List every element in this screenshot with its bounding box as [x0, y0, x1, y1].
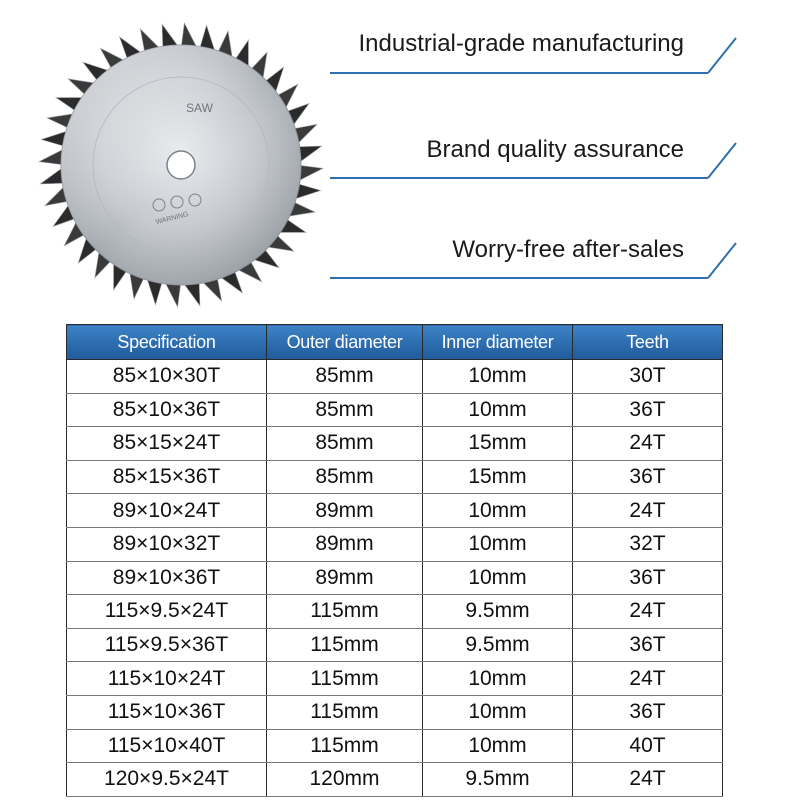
cell-inner-diameter: 10mm [423, 729, 573, 763]
cell-specification: 115×9.5×36T [67, 628, 267, 662]
cell-outer-diameter: 115mm [267, 595, 423, 629]
header-teeth: Teeth [573, 325, 723, 360]
cell-teeth: 24T [573, 494, 723, 528]
cell-outer-diameter: 89mm [267, 527, 423, 561]
cell-specification: 115×10×24T [67, 662, 267, 696]
feature-underline-icon [330, 226, 800, 286]
feature-row [330, 226, 800, 286]
cell-specification: 85×10×36T [67, 393, 267, 427]
cell-outer-diameter: 115mm [267, 695, 423, 729]
feature-text: Brand quality assurance [426, 136, 684, 163]
saw-blade-graphic [36, 20, 326, 310]
cell-inner-diameter: 15mm [423, 460, 573, 494]
saw-blade-image [36, 20, 326, 310]
cell-teeth: 24T [573, 662, 723, 696]
cell-outer-diameter: 115mm [267, 729, 423, 763]
cell-specification: 120×9.5×24T [67, 763, 267, 797]
feature-text: Industrial-grade manufacturing [358, 30, 684, 57]
cell-inner-diameter: 10mm [423, 662, 573, 696]
table-row [67, 763, 723, 797]
specification-table [66, 324, 723, 797]
cell-outer-diameter: 89mm [267, 561, 423, 595]
cell-teeth: 36T [573, 561, 723, 595]
table-row [67, 595, 723, 629]
table-row [67, 360, 723, 394]
table-row [67, 628, 723, 662]
cell-specification: 115×9.5×24T [67, 595, 267, 629]
cell-teeth: 30T [573, 360, 723, 394]
cell-inner-diameter: 9.5mm [423, 628, 573, 662]
cell-inner-diameter: 15mm [423, 427, 573, 461]
cell-specification: 89×10×24T [67, 494, 267, 528]
cell-inner-diameter: 9.5mm [423, 763, 573, 797]
cell-specification: 85×10×30T [67, 360, 267, 394]
arbor-hole [167, 151, 195, 179]
table-row [67, 427, 723, 461]
cell-teeth: 24T [573, 763, 723, 797]
cell-inner-diameter: 10mm [423, 360, 573, 394]
table-row [67, 561, 723, 595]
cell-specification: 115×10×36T [67, 695, 267, 729]
blade-warning-text: WARNING [155, 211, 190, 227]
feature-underline-icon [330, 126, 800, 186]
cell-teeth: 36T [573, 393, 723, 427]
cell-inner-diameter: 10mm [423, 527, 573, 561]
cell-inner-diameter: 10mm [423, 494, 573, 528]
cell-teeth: 36T [573, 695, 723, 729]
cell-outer-diameter: 85mm [267, 393, 423, 427]
cell-outer-diameter: 115mm [267, 662, 423, 696]
table-row [67, 494, 723, 528]
cell-teeth: 40T [573, 729, 723, 763]
feature-text: Worry-free after-sales [452, 236, 684, 263]
cell-specification: 85×15×36T [67, 460, 267, 494]
cell-inner-diameter: 10mm [423, 393, 573, 427]
cell-outer-diameter: 85mm [267, 427, 423, 461]
header-specification: Specification [67, 325, 267, 360]
cell-teeth: 24T [573, 427, 723, 461]
cell-teeth: 32T [573, 527, 723, 561]
cell-specification: 89×10×36T [67, 561, 267, 595]
cell-inner-diameter: 10mm [423, 561, 573, 595]
cell-teeth: 24T [573, 595, 723, 629]
feature-row [330, 126, 800, 186]
cell-outer-diameter: 85mm [267, 360, 423, 394]
cell-inner-diameter: 10mm [423, 695, 573, 729]
table-row [67, 393, 723, 427]
blade-logo-text: SAW [186, 101, 213, 115]
cell-specification: 89×10×32T [67, 527, 267, 561]
table-row [67, 729, 723, 763]
cell-outer-diameter: 89mm [267, 494, 423, 528]
cell-specification: 115×10×40T [67, 729, 267, 763]
cell-teeth: 36T [573, 628, 723, 662]
cell-outer-diameter: 120mm [267, 763, 423, 797]
table-row [67, 527, 723, 561]
cell-inner-diameter: 9.5mm [423, 595, 573, 629]
table-header-row [67, 325, 723, 360]
feature-row [330, 20, 800, 80]
table-row [67, 695, 723, 729]
cell-specification: 85×15×24T [67, 427, 267, 461]
header-inner-diameter: Inner diameter [423, 325, 573, 360]
header-outer-diameter: Outer diameter [267, 325, 423, 360]
table-row [67, 662, 723, 696]
cell-outer-diameter: 85mm [267, 460, 423, 494]
feature-underline-icon [330, 20, 800, 80]
table-row [67, 460, 723, 494]
cell-outer-diameter: 115mm [267, 628, 423, 662]
cell-teeth: 36T [573, 460, 723, 494]
table-body [67, 360, 723, 797]
